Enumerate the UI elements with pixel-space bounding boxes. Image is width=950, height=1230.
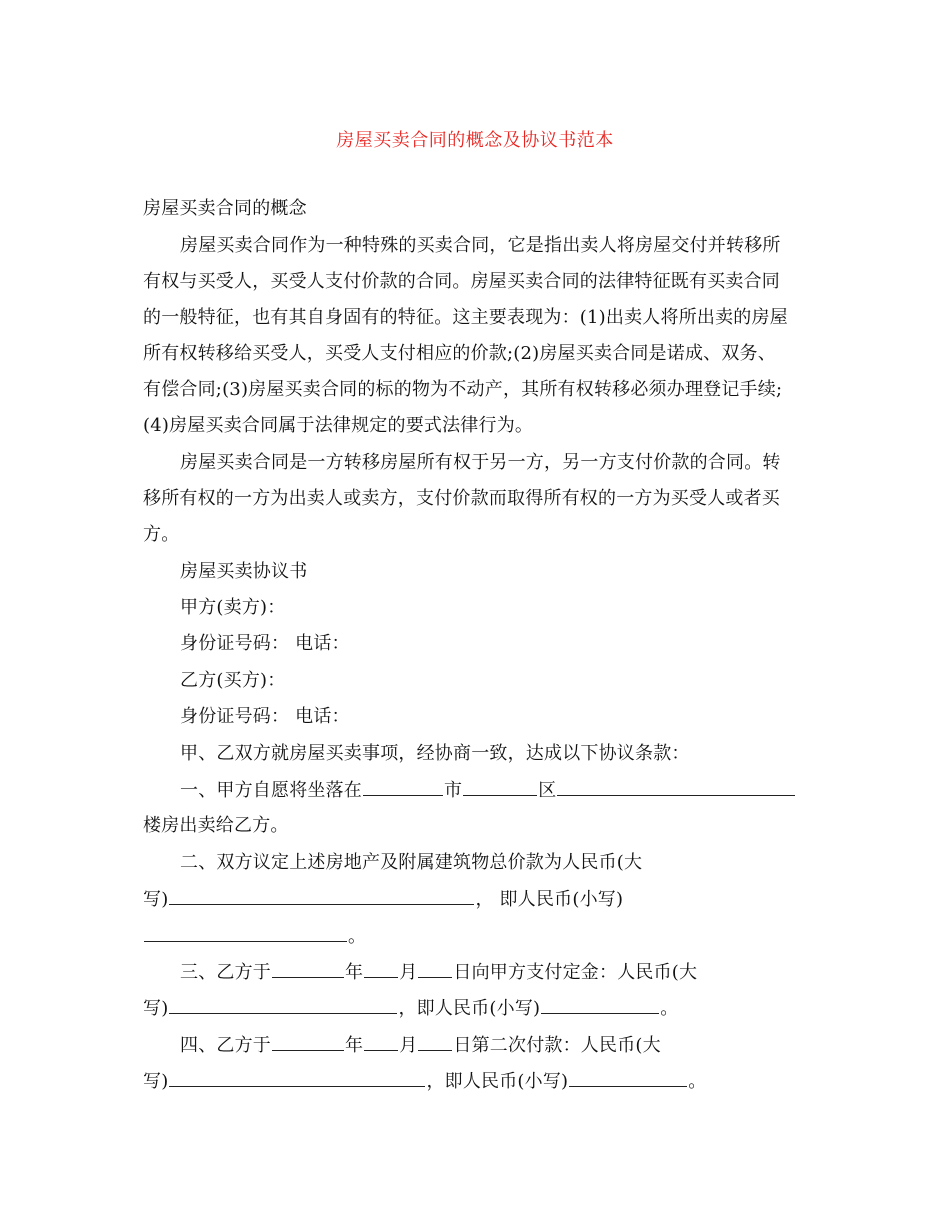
para1-line2: 有权与买受人，买受人支付价款的合同。房屋买卖合同的法律特征既有买卖合同 <box>143 271 780 292</box>
clause1-text-c: 区 <box>538 780 557 801</box>
clause2-line3 <box>143 925 366 948</box>
clause4-text-d: 日第二次付款：人民币(大 <box>453 1035 661 1056</box>
clause3-line1 <box>180 961 697 984</box>
second-payment-day-blank[interactable] <box>418 1034 452 1051</box>
city-blank[interactable] <box>363 779 443 796</box>
clause3-text-d: 日向甲方支付定金：人民币(大 <box>453 962 698 983</box>
clause2-text-d: 。 <box>348 926 367 947</box>
deposit-year-blank[interactable] <box>272 961 344 978</box>
clause3-text-f: ，即人民币(小写) <box>398 998 541 1019</box>
para1-line4: 所有权转移给买受人，买受人支付相应的价款;(2)房屋买卖合同是诺成、双务、 <box>143 343 776 364</box>
para2-line2: 移所有权的一方为出卖人或卖方，支付价款而取得所有权的一方为买受人或者买 <box>143 488 780 509</box>
agreement-title: 房屋买卖协议书 <box>180 561 308 582</box>
clause4-text-b: 年 <box>345 1035 364 1056</box>
clause2-text-b: 写) <box>143 889 169 910</box>
para1-line5: 有偿合同;(3)房屋买卖合同的标的物为不动产，其所有权转移必须办理登记手续; <box>143 379 783 400</box>
section-heading: 房屋买卖合同的概念 <box>143 198 307 219</box>
second-payment-uppercase-blank[interactable] <box>169 1070 425 1087</box>
clause3-text-c: 月 <box>399 962 418 983</box>
clause4-line2 <box>143 1070 707 1093</box>
party-a-id-phone: 身份证号码： 电话： <box>180 633 350 654</box>
para1-line6: (4)房屋买卖合同属于法律规定的要式法律行为。 <box>143 415 534 436</box>
clause2-text-c: ， 即人民币(小写) <box>475 889 624 910</box>
clause1-text-a: 一、甲方自愿将坐落在 <box>180 780 362 801</box>
clause4-text-e: 写) <box>143 1071 169 1092</box>
clause4-line1 <box>180 1034 661 1057</box>
clause2-line1: 二、双方议定上述房地产及附属建筑物总价款为人民币(大 <box>180 852 643 873</box>
clause3-text-g: 。 <box>660 998 679 1019</box>
clause4-text-a: 四、乙方于 <box>180 1035 271 1056</box>
total-price-uppercase-blank[interactable] <box>169 888 474 905</box>
agreement-intro: 甲、乙双方就房屋买卖事项，经协商一致，达成以下协议条款： <box>180 743 690 764</box>
total-price-lowercase-blank[interactable] <box>144 925 347 942</box>
deposit-uppercase-blank[interactable] <box>169 997 397 1014</box>
clause3-text-b: 年 <box>345 962 364 983</box>
clause2-line2 <box>143 888 623 911</box>
para1-line3: 的一般特征，也有其自身固有的特征。这主要表现为：(1)出卖人将所出卖的房屋 <box>143 307 788 328</box>
clause3-text-a: 三、乙方于 <box>180 962 271 983</box>
clause1-text-b: 市 <box>444 780 463 801</box>
district-blank[interactable] <box>463 779 537 796</box>
deposit-month-blank[interactable] <box>364 961 398 978</box>
party-b-label: 乙方(买方)： <box>180 670 286 691</box>
second-payment-lowercase-blank[interactable] <box>569 1070 687 1087</box>
para1-line1: 房屋买卖合同作为一种特殊的买卖合同，它是指出卖人将房屋交付并转移所 <box>180 235 781 256</box>
second-payment-month-blank[interactable] <box>364 1034 398 1051</box>
second-payment-year-blank[interactable] <box>272 1034 344 1051</box>
clause3-line2 <box>143 997 679 1020</box>
clause4-text-g: 。 <box>688 1071 707 1092</box>
document-title: 房屋买卖合同的概念及协议书范本 <box>336 130 614 151</box>
clause4-text-f: ，即人民币(小写) <box>426 1071 569 1092</box>
deposit-day-blank[interactable] <box>418 961 452 978</box>
clause1-line2: 楼房出卖给乙方。 <box>143 815 289 836</box>
deposit-lowercase-blank[interactable] <box>541 997 659 1014</box>
clause3-text-e: 写) <box>143 998 169 1019</box>
clause1-line1 <box>180 779 796 802</box>
address-blank[interactable] <box>557 779 795 796</box>
para2-line3: 方。 <box>143 524 180 545</box>
para2-line1: 房屋买卖合同是一方转移房屋所有权于另一方，另一方支付价款的合同。转 <box>180 452 781 473</box>
party-a-label: 甲方(卖方)： <box>180 597 286 618</box>
party-b-id-phone: 身份证号码： 电话： <box>180 706 350 727</box>
clause4-text-c: 月 <box>399 1035 418 1056</box>
